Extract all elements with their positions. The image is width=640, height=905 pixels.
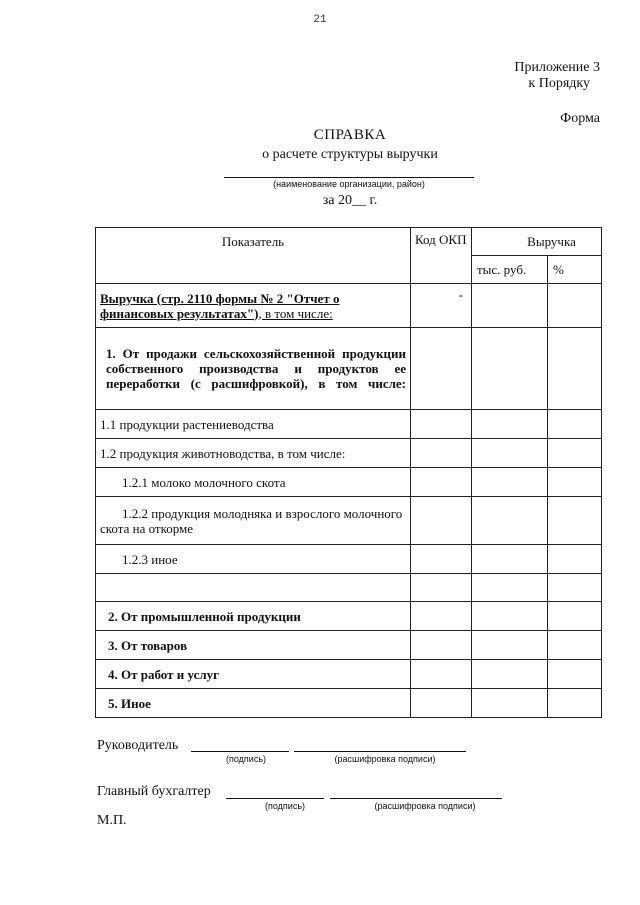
row-value-percent[interactable] — [548, 602, 602, 631]
organization-caption: (наименование организации, район) — [273, 179, 425, 189]
table-row — [96, 284, 602, 328]
row-label: 2. От промышленной продукции — [96, 602, 411, 631]
row-label: 4. От работ и услуг — [96, 660, 411, 689]
stamp-placeholder: М.П. — [97, 813, 127, 828]
row-value-percent[interactable] — [548, 497, 602, 545]
row-value-thousand[interactable] — [472, 689, 548, 718]
appendix-line-1: Приложение 3 — [514, 60, 600, 75]
row-value-percent[interactable] — [548, 631, 602, 660]
row-code[interactable] — [411, 497, 472, 545]
table-row — [96, 660, 602, 689]
accountant-sign-caption: (подпись) — [264, 801, 306, 811]
row-label — [96, 574, 411, 602]
head-decode-caption: (расшифровка подписи) — [334, 754, 436, 764]
row-value-percent[interactable] — [548, 660, 602, 689]
row-label: 1.2.2 продукция молодняка и взрослого молочного скота на откорме — [96, 497, 411, 545]
header-revenue: Выручка — [472, 228, 602, 256]
row-label-tail: , в том числе: — [258, 305, 333, 321]
row-label: 1.2.1 молоко молочного скота — [96, 468, 411, 497]
head-decode-line[interactable] — [294, 751, 466, 752]
row-code: - — [411, 284, 472, 328]
row-label: 1. От продажи сельскохозяйственной продукции собственного производства и продуктов ее переработки (с расшифровкой), в том числе: — [96, 328, 411, 410]
row-code[interactable] — [411, 410, 472, 439]
row-value-percent[interactable] — [548, 284, 602, 328]
row-value-percent[interactable] — [548, 410, 602, 439]
row-value-thousand[interactable] — [472, 660, 548, 689]
head-signature-line[interactable] — [191, 751, 289, 752]
header-percent: % — [548, 256, 602, 284]
accountant-decode-caption: (расшифровка подписи) — [374, 801, 476, 811]
organization-blank-line — [224, 177, 474, 178]
accountant-signature-line[interactable] — [226, 798, 324, 799]
accountant-label: Главный бухгалтер — [97, 784, 211, 799]
table-row — [96, 631, 602, 660]
row-label: 1.2.3 иное — [96, 545, 411, 574]
row-value-percent[interactable] — [548, 439, 602, 468]
row-code[interactable] — [411, 660, 472, 689]
document-subtitle: о расчете структуры выручки — [262, 147, 438, 162]
table-row — [96, 328, 602, 410]
row-label-main: Выручка (стр. 2110 формы № 2 "Отчет о финансовых результатах") — [100, 290, 340, 321]
row-value-thousand[interactable] — [472, 439, 548, 468]
row-code[interactable] — [411, 574, 472, 602]
row-code[interactable] — [411, 602, 472, 631]
table-row — [96, 602, 602, 631]
page-number: 21 — [313, 14, 327, 26]
row-label: 1.2 продукция животноводства, в том числе: — [96, 439, 411, 468]
head-label: Руководитель — [97, 738, 179, 753]
row-label — [96, 284, 411, 328]
row-value-percent[interactable] — [548, 468, 602, 497]
row-code[interactable] — [411, 328, 472, 410]
table-row — [96, 689, 602, 718]
table-header-row — [96, 228, 602, 256]
row-code[interactable] — [411, 545, 472, 574]
table-row — [96, 497, 602, 545]
row-value-percent[interactable] — [548, 328, 602, 410]
row-value-thousand[interactable] — [472, 497, 548, 545]
row-label: 1.1 продукции растениеводства — [96, 410, 411, 439]
row-code[interactable] — [411, 631, 472, 660]
table-row — [96, 574, 602, 602]
revenue-structure-table — [95, 227, 602, 718]
accountant-decode-line[interactable] — [330, 798, 502, 799]
row-value-thousand[interactable] — [472, 545, 548, 574]
row-code[interactable] — [411, 689, 472, 718]
appendix-reference — [400, 60, 600, 92]
table-row — [96, 545, 602, 574]
row-value-thousand[interactable] — [472, 410, 548, 439]
reporting-period: за 20__ г. — [322, 193, 378, 208]
form-label: Форма — [560, 111, 600, 126]
document-title: СПРАВКА — [313, 127, 387, 143]
header-code: Код ОКП — [411, 228, 472, 284]
header-thousand-rub: тыс. руб. — [472, 256, 548, 284]
row-label: 3. От товаров — [96, 631, 411, 660]
row-value-thousand[interactable] — [472, 284, 548, 328]
header-indicator: Показатель — [96, 228, 411, 284]
table-row — [96, 410, 602, 439]
table-row — [96, 468, 602, 497]
appendix-line-2: к Порядку — [528, 76, 590, 91]
row-value-percent[interactable] — [548, 545, 602, 574]
row-code[interactable] — [411, 468, 472, 497]
row-value-thousand[interactable] — [472, 574, 548, 602]
row-value-percent[interactable] — [548, 689, 602, 718]
table-row — [96, 439, 602, 468]
row-value-percent[interactable] — [548, 574, 602, 602]
row-label: 5. Иное — [96, 689, 411, 718]
head-sign-caption: (подпись) — [225, 754, 267, 764]
row-value-thousand[interactable] — [472, 468, 548, 497]
row-value-thousand[interactable] — [472, 631, 548, 660]
row-value-thousand[interactable] — [472, 328, 548, 410]
row-value-thousand[interactable] — [472, 602, 548, 631]
row-code[interactable] — [411, 439, 472, 468]
